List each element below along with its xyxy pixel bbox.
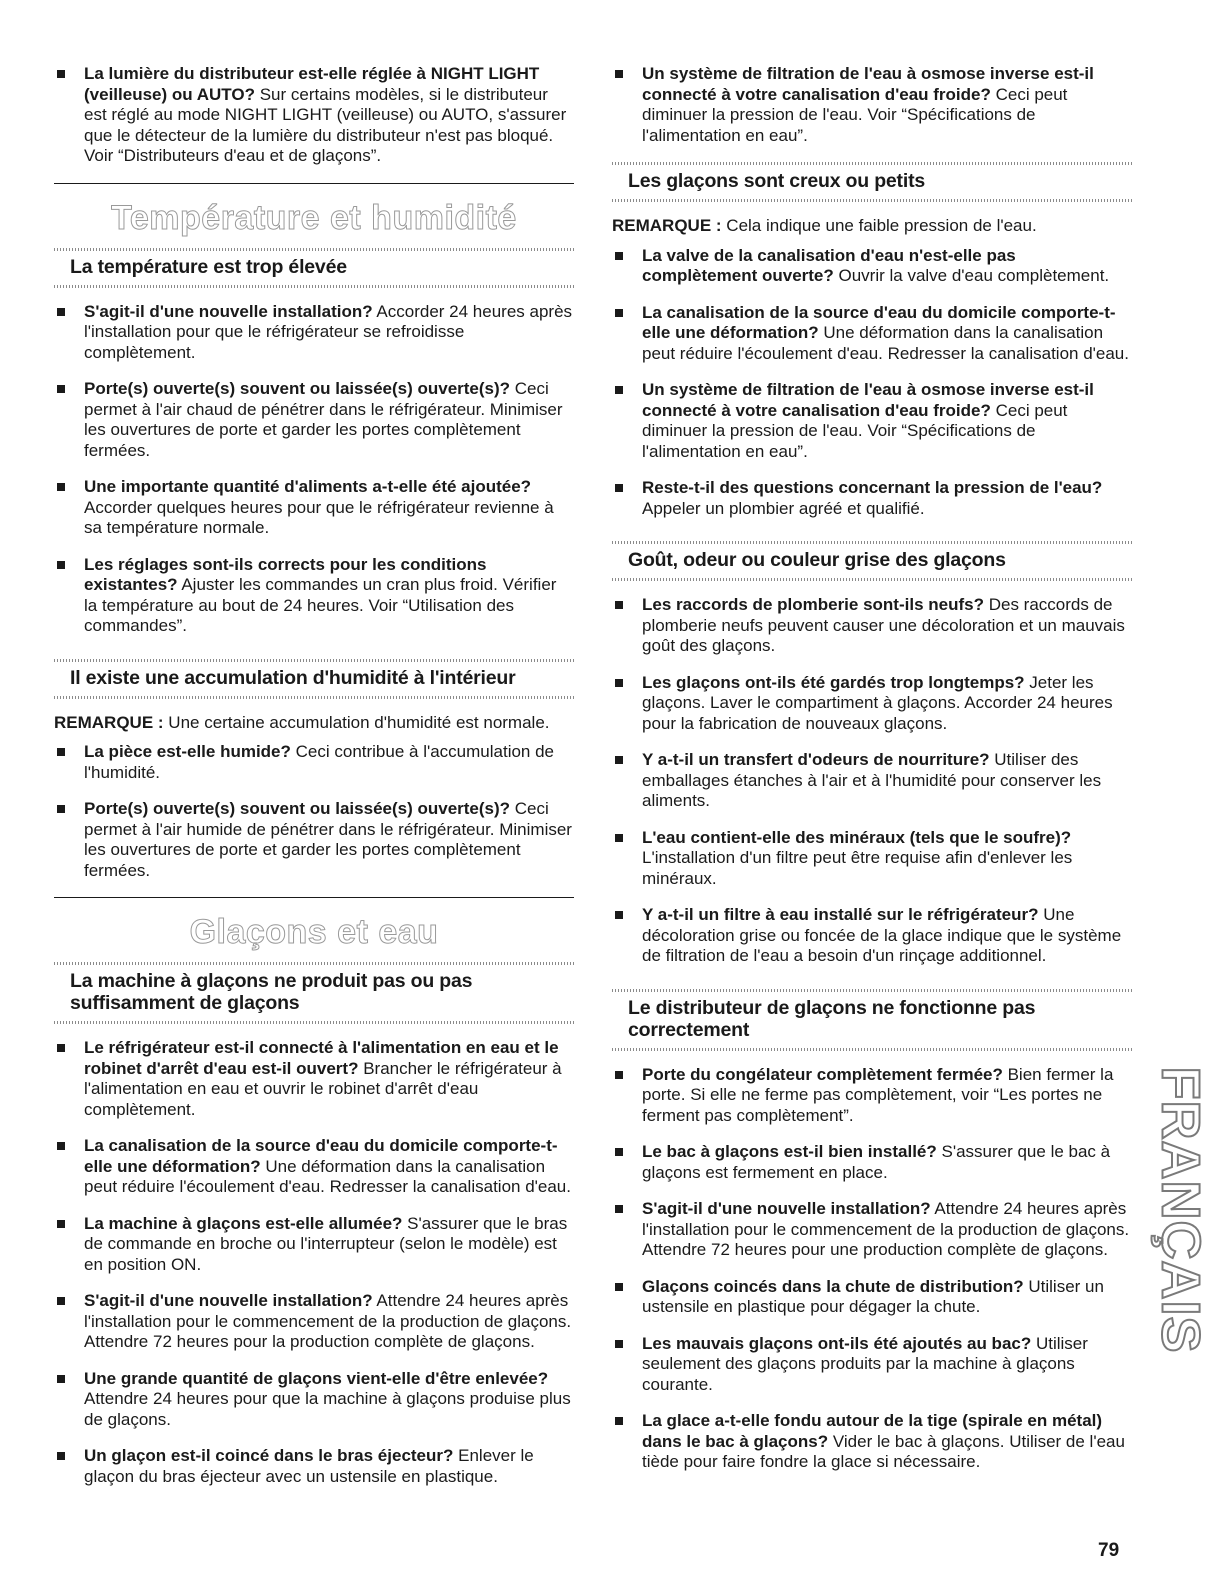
humidity-list [54, 742, 574, 881]
item-question: La canalisation de la source d'eau du domicile comporte-t-elle une déformation? [84, 1136, 558, 1176]
item-answer: Utiliser un ustensile en plastique pour dégager la chute. [642, 1276, 1104, 1316]
list-item [612, 64, 1134, 146]
item-question: Un système de filtration de l'eau à osmose inverse est-il connecté à votre canalisation d'eau froide? [642, 380, 1094, 420]
item-question: Porte(s) ouverte(s) souvent ou laissée(s) ouverte(s)? [84, 799, 511, 818]
list-item [612, 246, 1134, 287]
humidity-note [54, 713, 574, 734]
item-question: La canalisation de la source d'eau du domicile comporte-t-elle une déformation? [642, 302, 1116, 342]
square-bullet-icon [615, 601, 623, 609]
list-item [612, 673, 1134, 735]
item-question: La machine à glaçons est-elle allumée? [84, 1213, 403, 1233]
square-bullet-icon [615, 484, 623, 492]
section-rule [54, 183, 574, 184]
square-bullet-icon [615, 756, 623, 764]
taste-list [612, 595, 1134, 967]
hollow-note [612, 216, 1134, 237]
list-item [612, 1142, 1134, 1183]
subheading-dispenser: Le distributeur de glaçons ne fonctionne pas correctement [628, 996, 1036, 1041]
item-answer: Attendre 24 heures pour que la machine à glaçons produise plus de glaçons. [84, 1389, 571, 1429]
section-rule [54, 897, 574, 898]
list-item [612, 303, 1134, 365]
item-answer: Vider le bac à glaçons. Utiliser de l'eau tiède pour faire fondre la glace si nécessaire. [642, 1431, 1125, 1471]
list-item [612, 1199, 1134, 1261]
ice-list [54, 1038, 574, 1487]
list-item [612, 750, 1134, 812]
item-question: Les réglages sont-ils corrects pour les conditions existantes? [84, 554, 487, 594]
dotted-divider [54, 696, 574, 699]
item-question: S'agit-il d'une nouvelle installation? [84, 1291, 373, 1310]
item-question: Un système de filtration de l'eau à osmose inverse est-il connecté à votre canalisation d'eau froide? [642, 64, 1094, 104]
item-answer: Ceci peut diminuer la pression de l'eau. Voir “Spécifications de l'alimentation en eau”. [642, 400, 1068, 461]
list-item [54, 1038, 574, 1120]
list-item [54, 477, 574, 539]
list-item [612, 595, 1134, 657]
item-answer: Ceci permet à l'air chaud de pénétrer dans le réfrigérateur. Minimiser les ouvertures de porte et garder les portes complètement fermées. [84, 379, 563, 460]
list-item [54, 379, 574, 461]
dotted-divider [612, 1048, 1134, 1051]
square-bullet-icon [57, 748, 65, 756]
square-bullet-icon [57, 1142, 65, 1150]
item-question: Un glaçon est-il coincé dans le bras éjecteur? [84, 1446, 454, 1465]
subheading-taste-block [612, 541, 1134, 581]
list-item [54, 1291, 574, 1353]
square-bullet-icon [57, 308, 65, 316]
list-item [54, 555, 574, 637]
item-answer: Attendre 24 heures après l'installation pour le commencement de la production de glaçons. Attendre 72 heures pour une production complète de glaçons. [642, 1199, 1130, 1259]
item-question: La lumière du distributeur est-elle réglée à NIGHT LIGHT (veilleuse) ou AUTO? [84, 64, 540, 104]
square-bullet-icon [57, 70, 65, 78]
subheading-ice: La machine à glaçons ne produit pas ou pas suffisamment de glaçons [70, 970, 473, 1014]
square-bullet-icon [615, 1417, 623, 1425]
square-bullet-icon [615, 679, 623, 687]
list-item [612, 1411, 1134, 1473]
square-bullet-icon [615, 834, 623, 842]
temperature-list [54, 302, 574, 637]
item-answer: Ajuster les commandes un cran plus froid. Vérifier la température au bout de 24 heures. Voir “Utilisation des commandes”. [84, 575, 557, 635]
subheading-humidity-block [54, 659, 574, 699]
item-answer: Accorder 24 heures après l'installation pour que le réfrigérateur se refroidisse complètement. [84, 301, 573, 362]
item-answer: S'assurer que le bac à glaçons est fermement en place. [642, 1142, 1111, 1182]
list-item [54, 1369, 574, 1431]
square-bullet-icon [57, 1375, 65, 1383]
item-answer: Accorder quelques heures pour que le réfrigérateur revienne à sa température normale. [84, 497, 554, 537]
item-answer: Sur certains modèles, si le distributeur est réglé au mode NIGHT LIGHT (veilleuse) ou AUTO, s'assurer que le détecteur de la lumière du distributeur n'est pas bloqué. Voir “Distributeurs d'eau et de glaçons”. [84, 84, 567, 165]
item-question: Porte(s) ouverte(s) souvent ou laissée(s) ouverte(s)? [84, 379, 511, 398]
list-item [54, 799, 574, 881]
page-number: 79 [1098, 1540, 1120, 1561]
item-answer: Une décoloration grise ou foncée de la glace indique que le système de filtration de l'eau a besoin d'un rinçage additionnel. [642, 905, 1122, 965]
item-answer: Des raccords de plomberie neufs peuvent causer une décoloration et un mauvais goût des glaçons. [642, 595, 1125, 655]
subheading-hollow: Les glaçons sont creux ou petits [628, 170, 926, 192]
square-bullet-icon [57, 805, 65, 813]
square-bullet-icon [615, 386, 623, 394]
list-item [54, 1214, 574, 1276]
note-label: REMARQUE : [54, 712, 164, 732]
square-bullet-icon [615, 1071, 623, 1079]
subheading-taste: Goût, odeur ou couleur grise des glaçons [628, 549, 1006, 571]
note-text: Une certaine accumulation d'humidité est normale. [163, 712, 550, 732]
item-answer: Brancher le réfrigérateur à l'alimentation en eau et ouvrir le robinet d'arrêt d'eau complètement. [84, 1058, 562, 1119]
item-answer: Une déformation dans la canalisation peut réduire l'écoulement d'eau. Redresser la canalisation d'eau. [642, 323, 1129, 363]
subheading-temperature: La température est trop élevée [70, 255, 347, 278]
square-bullet-icon [57, 1220, 65, 1228]
item-question: Le bac à glaçons est-il bien installé? [642, 1142, 937, 1161]
item-answer: Jeter les glaçons. Laver le compartiment à glaçons. Accorder 24 heures pour la fabrication de nouveaux glaçons. [642, 672, 1113, 733]
section-title-ice-water: Glaçons et eau [189, 913, 439, 951]
item-question: Une grande quantité de glaçons vient-elle d'être enlevée? [84, 1368, 549, 1388]
note-label: REMARQUE : [612, 216, 722, 235]
item-answer: Ouvrir la valve d'eau complètement. [833, 266, 1110, 285]
list-item [54, 1446, 574, 1487]
square-bullet-icon [615, 1148, 623, 1156]
square-bullet-icon [57, 1297, 65, 1305]
square-bullet-icon [57, 1452, 65, 1460]
list-item [54, 64, 574, 167]
list-item [54, 1136, 574, 1198]
item-question: S'agit-il d'une nouvelle installation? [84, 301, 373, 321]
subheading-humidity: Il existe une accumulation d'humidité à l'intérieur [70, 666, 516, 689]
language-sidebar-label: FRANÇAIS [1150, 1066, 1210, 1354]
square-bullet-icon [615, 309, 623, 317]
list-item [612, 478, 1134, 519]
list-item [612, 1065, 1134, 1127]
square-bullet-icon [615, 911, 623, 919]
square-bullet-icon [57, 385, 65, 393]
left-column [54, 64, 574, 1503]
item-question: Reste-t-il des questions concernant la pression de l'eau? [642, 478, 1103, 497]
section-title-temperature: Température et humidité [111, 198, 517, 237]
list-item [54, 302, 574, 364]
item-answer: Bien fermer la porte. Si elle ne ferme pas complètement, voir “Les portes ne ferment pas complètement”. [642, 1064, 1114, 1125]
item-question: Le réfrigérateur est-il connecté à l'alimentation en eau et le robinet d'arrêt d'eau est-il ouvert? [84, 1038, 559, 1078]
item-answer: Enlever le glaçon du bras éjecteur avec un ustensile en plastique. [84, 1446, 534, 1486]
square-bullet-icon [615, 70, 623, 78]
subheading-dispenser-block [612, 989, 1134, 1051]
dispenser-list [612, 1065, 1134, 1473]
square-bullet-icon [615, 1283, 623, 1291]
square-bullet-icon [57, 483, 65, 491]
left-intro-list [54, 64, 574, 167]
list-item [612, 828, 1134, 890]
list-item [612, 1277, 1134, 1318]
subheading-hollow-block [612, 162, 1134, 202]
subheading-temperature-block [54, 248, 574, 288]
item-question: Les glaçons ont-ils été gardés trop longtemps? [642, 672, 1025, 692]
item-question: Glaçons coincés dans la chute de distribution? [642, 1276, 1024, 1296]
list-item [612, 1334, 1134, 1396]
item-question: Les raccords de plomberie sont-ils neufs? [642, 595, 984, 614]
dotted-divider [54, 1021, 574, 1024]
square-bullet-icon [57, 561, 65, 569]
item-question: Y a-t-il un filtre à eau installé sur le réfrigérateur? [642, 905, 1039, 924]
item-question: Porte du congélateur complètement fermée? [642, 1064, 1003, 1084]
item-answer: Ceci peut diminuer la pression de l'eau. Voir “Spécifications de l'alimentation en eau”. [642, 84, 1068, 145]
hollow-list [612, 246, 1134, 520]
item-answer: Ceci contribue à l'accumulation de l'humidité. [84, 742, 555, 782]
item-answer: S'assurer que le bras de commande en broche ou l'interrupteur (selon le modèle) est en position ON. [84, 1213, 568, 1274]
item-question: Les mauvais glaçons ont-ils été ajoutés au bac? [642, 1333, 1032, 1353]
dotted-divider [612, 199, 1134, 202]
subheading-ice-block [54, 962, 574, 1024]
item-answer: Utiliser des emballages étanches à l'air et à l'humidité pour conserver les aliments. [642, 750, 1102, 810]
list-item [612, 905, 1134, 967]
item-question: Y a-t-il un transfert d'odeurs de nourriture? [642, 750, 990, 769]
item-question: La valve de la canalisation d'eau n'est-elle pas complètement ouverte? [642, 245, 1016, 285]
right-column [612, 64, 1134, 1489]
item-answer: Une déformation dans la canalisation peut réduire l'écoulement d'eau. Redresser la canalisation d'eau. [84, 1156, 571, 1196]
list-item [612, 380, 1134, 462]
item-question: L'eau contient-elle des minéraux (tels que le soufre)? [642, 827, 1072, 847]
item-question: La pièce est-elle humide? [84, 742, 291, 761]
square-bullet-icon [615, 252, 623, 260]
item-answer: Attendre 24 heures après l'installation pour le commencement de la production de glaçons. Attendre 72 heures pour la production complète de glaçons. [84, 1291, 572, 1351]
item-question: La glace a-t-elle fondu autour de la tige (spirale en métal) dans le bac à glaçons? [642, 1411, 1103, 1451]
square-bullet-icon [615, 1205, 623, 1213]
language-sidebar [1150, 1066, 1210, 1354]
item-answer: Appeler un plombier agréé et qualifié. [642, 498, 925, 518]
square-bullet-icon [57, 1044, 65, 1052]
right-intro-list [612, 64, 1134, 146]
dotted-divider [54, 285, 574, 288]
item-question: Une importante quantité d'aliments a-t-elle été ajoutée? [84, 477, 532, 496]
dotted-divider [612, 578, 1134, 581]
item-question: S'agit-il d'une nouvelle installation? [642, 1199, 931, 1218]
note-text: Cela indique une faible pression de l'eau. [721, 216, 1037, 235]
item-answer: Ceci permet à l'air humide de pénétrer dans le réfrigérateur. Minimiser les ouvertures de porte et garder les portes complètement fermées. [84, 799, 572, 880]
list-item [54, 742, 574, 783]
square-bullet-icon [615, 1340, 623, 1348]
item-answer: Utiliser seulement des glaçons produits par la machine à glaçons courante. [642, 1333, 1088, 1394]
item-answer: L'installation d'un filtre peut être requise afin d'enlever les minéraux. [642, 848, 1073, 888]
